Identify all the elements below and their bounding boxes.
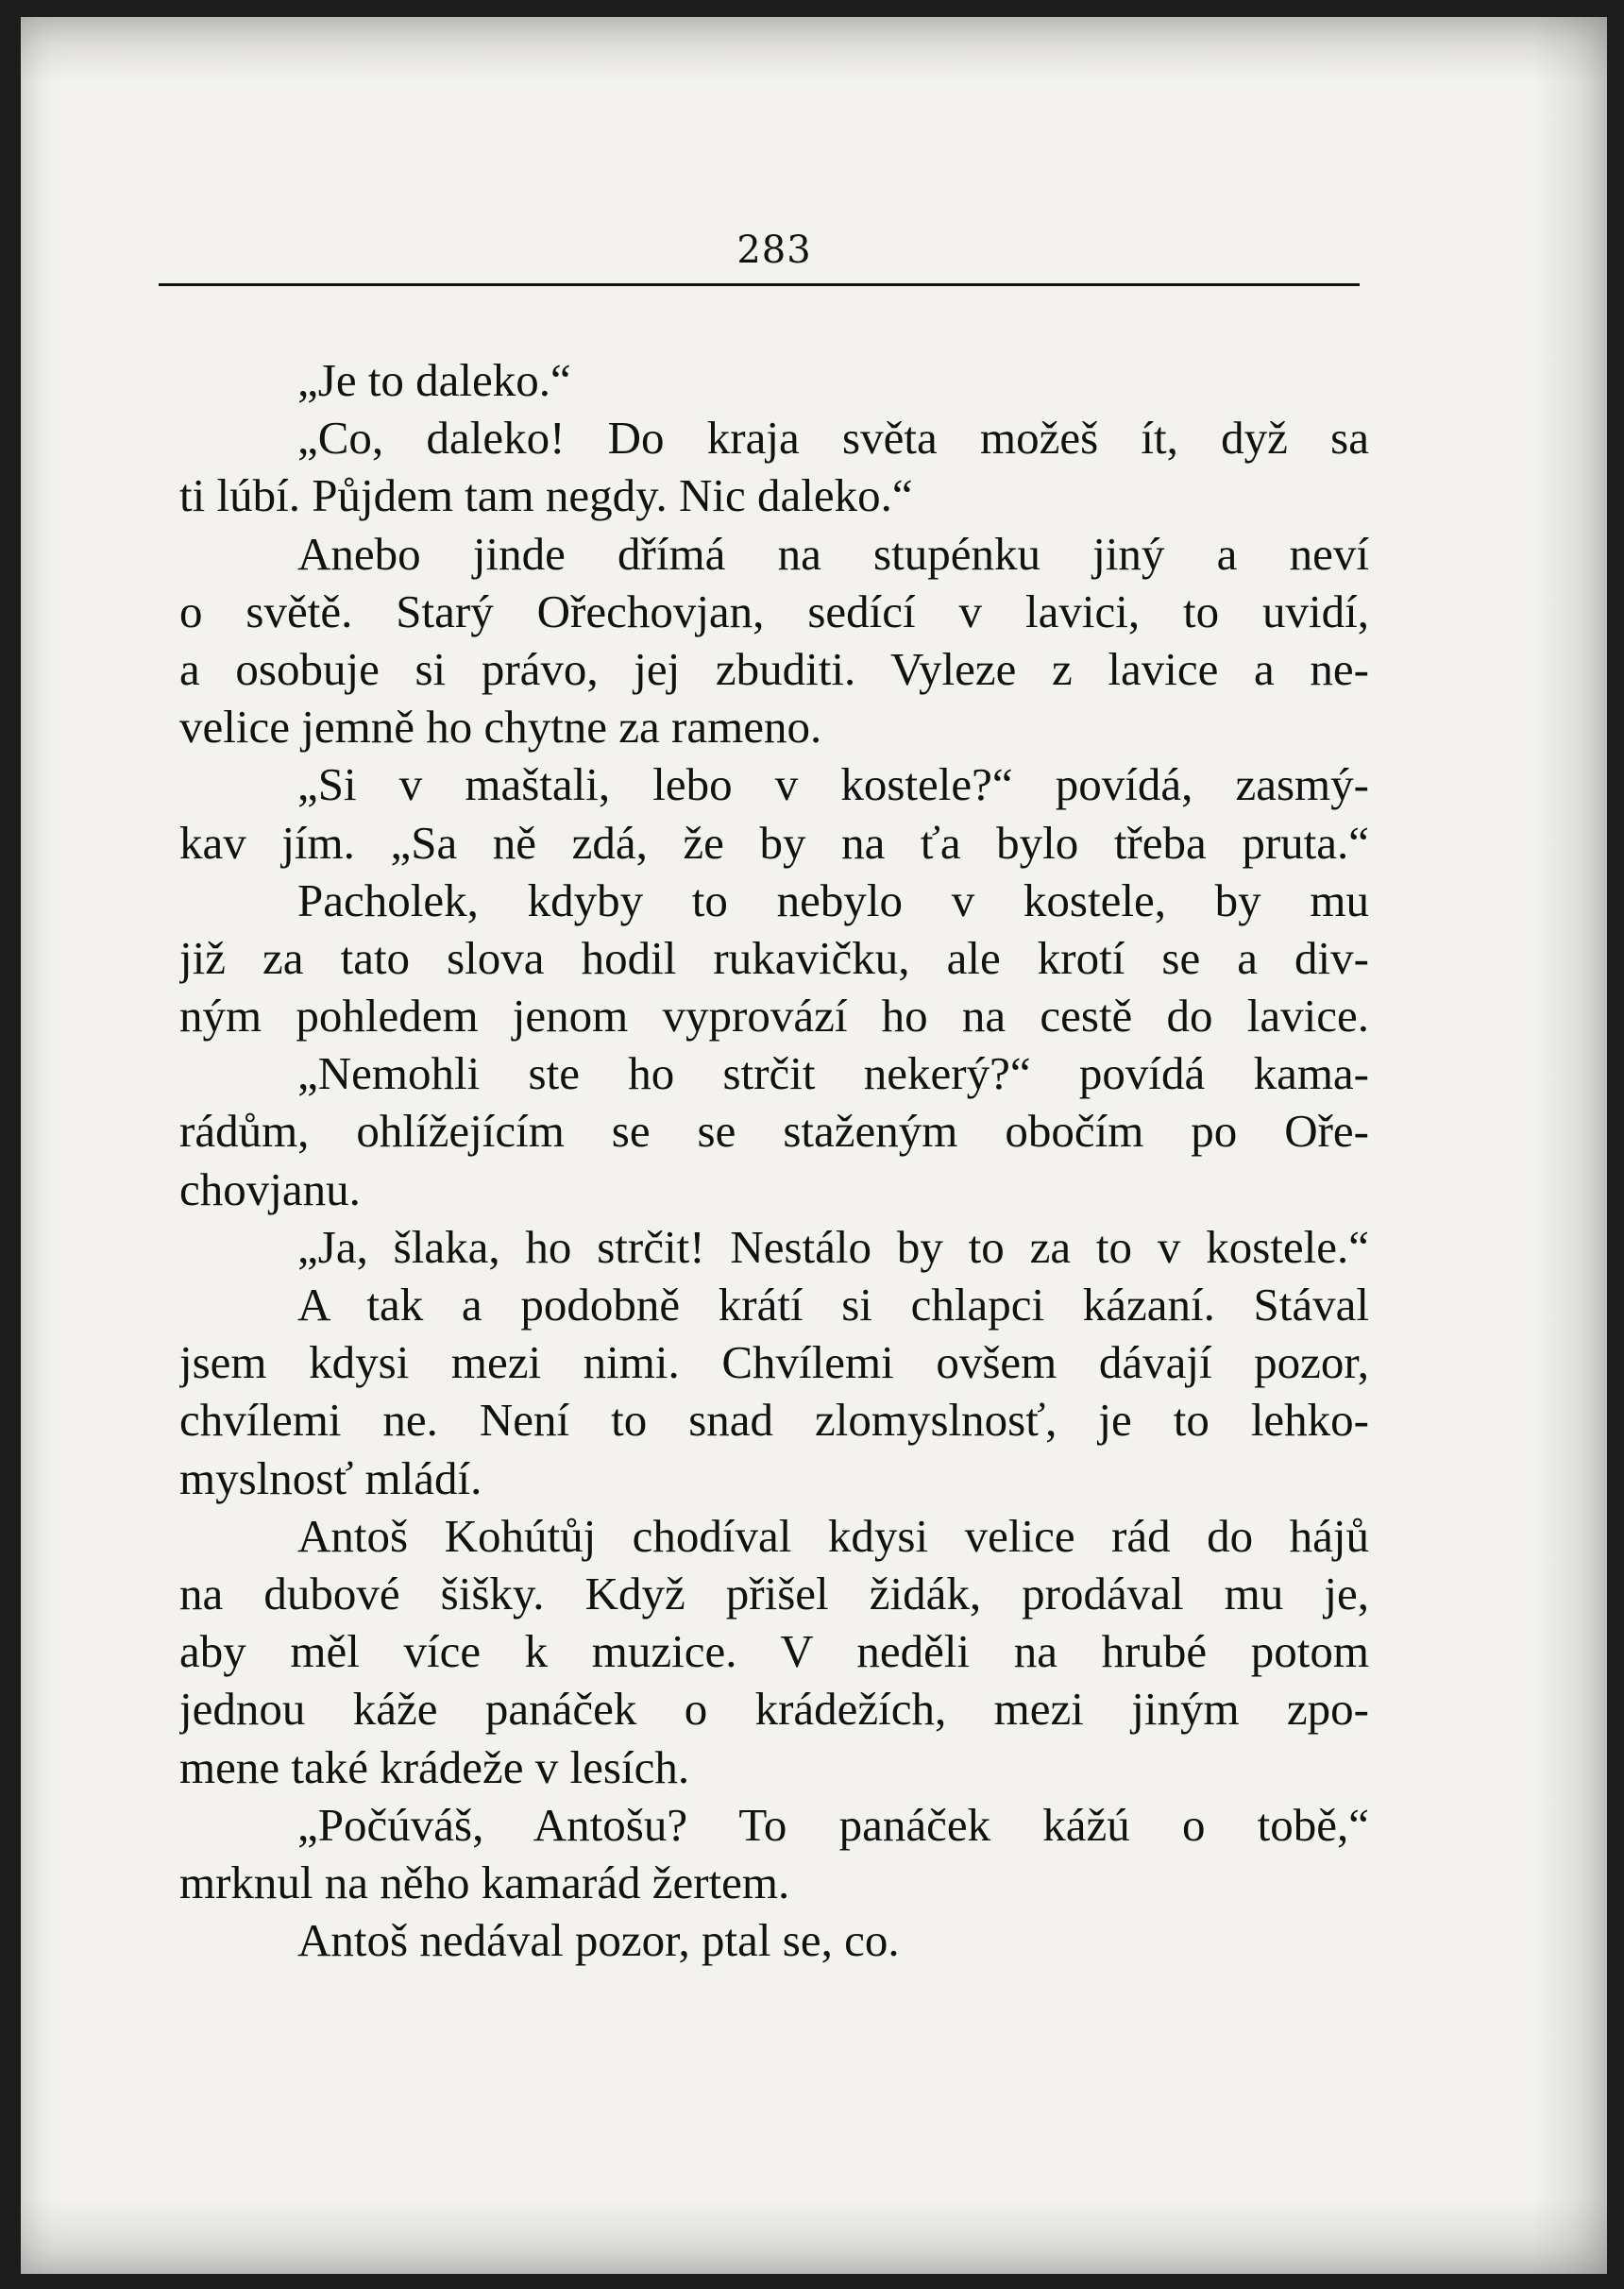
text-line: „Ja, šlaka, ho strčit! Nestálo by to za to v kostele.“ [297, 1220, 1369, 1273]
text-line: A tak a podobně krátí si chlapci kázaní. Stával [297, 1279, 1369, 1331]
text-line: „Je to daleko.“ [297, 354, 571, 406]
text-line: „Nemohli ste ho strčit nekerý?“ povídá kama- [297, 1047, 1369, 1100]
text-line: jednou káže panáček o krádežích, mezi jiným zpo- [179, 1683, 1369, 1736]
text-line: myslnosť mládí. [179, 1451, 482, 1504]
text-line: „Si v maštali, lebo v kostele?“ povídá, zasmý- [297, 758, 1369, 811]
text-line: rádům, ohlížejícím se se staženým obočím po Oře- [179, 1105, 1369, 1158]
page-shadow-right [1531, 17, 1607, 2274]
text-line: mene také krádeže v lesích. [179, 1740, 690, 1793]
text-line: a osobuje si právo, jej zbuditi. Vyleze z lavice a ne- [179, 642, 1369, 695]
text-line: „Počúváš, Antošu? To panáček kážú o tobě,“ [297, 1798, 1369, 1851]
text-line: ti lúbí. Půjdem tam negdy. Nic daleko.“ [179, 469, 913, 522]
page-shadow-bottom [21, 2198, 1607, 2274]
text-line: ným pohledem jenom vyprovází ho na cestě do lavice. [179, 990, 1369, 1043]
page-number: 283 [736, 229, 812, 272]
page-shadow-top [21, 17, 1607, 83]
text-line: aby měl více k muzice. V neděli na hrubé potom [179, 1625, 1369, 1678]
text-line: Pacholek, kdyby to nebylo v kostele, by mu [297, 873, 1369, 926]
text-line: velice jemně ho chytne za rameno. [179, 701, 822, 754]
text-line: Antoš nedával pozor, ptal se, co. [297, 1914, 900, 1967]
header-rule [159, 283, 1360, 286]
text-line: mrknul na něho kamarád žertem. [179, 1856, 790, 1908]
text-line: jsem kdysi mezi nimi. Chvílemi ovšem dávají pozor, [179, 1336, 1369, 1389]
text-line: na dubové šišky. Když přišel židák, prodával mu je, [179, 1567, 1369, 1619]
text-line: o světě. Starý Ořechovjan, sedící v lavici, to uvidí, [179, 585, 1369, 637]
text-line: „Co, daleko! Do kraja světa možeš ít, dyž sa [297, 412, 1369, 465]
text-line: chvílemi ne. Není to snad zlomyslnosť, je to lehko- [179, 1394, 1369, 1447]
text-line: Antoš Kohútůj chodíval kdysi velice rád do hájů [297, 1509, 1369, 1562]
text-line: kav jím. „Sa ně zdá, že by na ťa bylo třeba pruta.“ [179, 816, 1369, 869]
text-line: chovjanu. [179, 1162, 361, 1215]
text-line: již za tato slova hodil rukavičku, ale krotí se a div- [179, 931, 1369, 984]
body-text [179, 351, 1369, 1969]
text-line: Anebo jinde dřímá na stupénku jiný a neví [297, 527, 1369, 580]
